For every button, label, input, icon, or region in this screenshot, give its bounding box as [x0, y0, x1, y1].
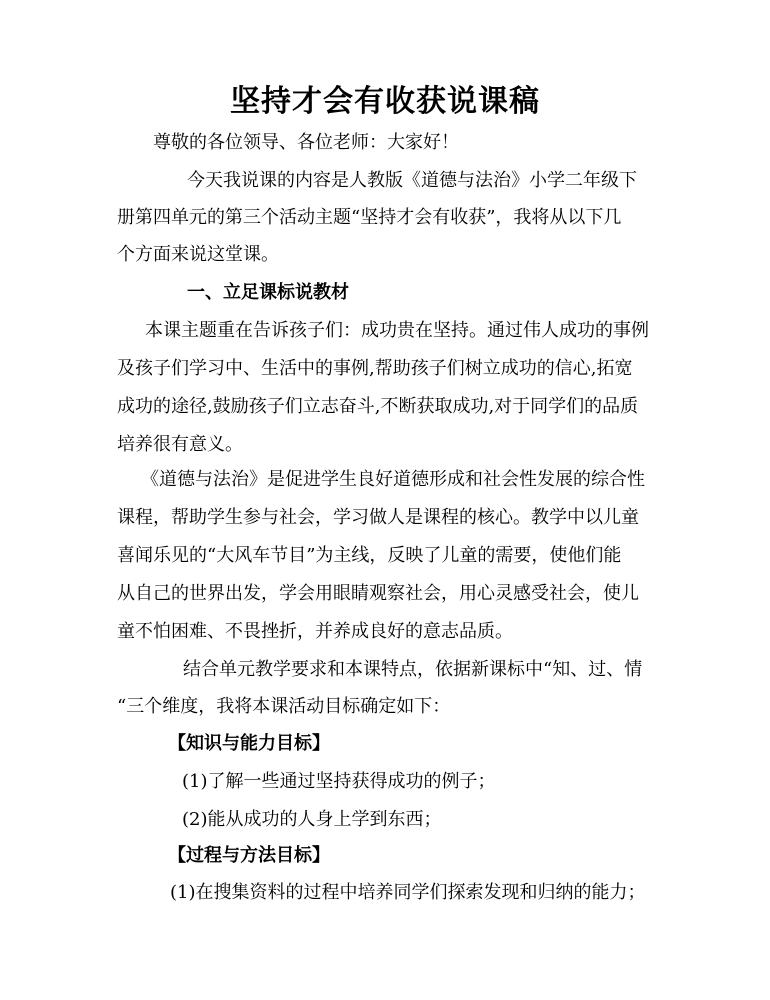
goal-item-2: (2)能从成功的人身上学到东西；	[182, 809, 442, 830]
para2-line-3: 喜闻乐见的“大风车节目”为主线，反映了儿童的需要，使他们能	[117, 545, 622, 566]
goal-item-3: (1)在搜集资料的过程中培养同学们探索发现和归纳的能力；	[170, 882, 646, 903]
para3-line-2: “三个维度，我将本课活动目标确定如下：	[117, 696, 451, 717]
para3-line-1: 结合单元教学要求和本课特点，依据新课标中“知、过、情	[183, 659, 643, 680]
intro-line-3: 个方面来说这堂课。	[117, 244, 279, 265]
section-heading-1: 一、立足课标说教材	[187, 282, 349, 303]
greeting-line: 尊敬的各位领导、各位老师：大家好！	[153, 132, 459, 153]
intro-line-1: 今天我说课的内容是人教版《道德与法治》小学二年级下	[187, 170, 637, 191]
para1-line-4: 培养很有意义。	[117, 434, 243, 455]
document-title: 坚持才会有收获说课稿	[230, 84, 540, 119]
para2-line-5: 童不怕困难、不畏挫折，并养成良好的意志品质。	[117, 621, 513, 642]
goal-item-1: (1)了解一些通过坚持获得成功的例子；	[182, 771, 496, 792]
para2-line-4: 从自己的世界出发，学会用眼睛观察社会，用心灵感受社会，使儿	[117, 583, 639, 604]
para2-line-2: 课程，帮助学生参与社会，学习做人是课程的核心。教学中以儿童	[117, 507, 639, 528]
para1-line-1: 本课主题重在告诉孩子们：成功贵在坚持。通过伟人成功的事例	[145, 320, 649, 341]
intro-line-2: 册第四单元的第三个活动主题“坚持才会有收获”，我将从以下几	[117, 207, 622, 228]
para1-line-3: 成功的途径,鼓励孩子们立志奋斗,不断获取成功,对于同学们的品质	[117, 396, 639, 417]
para2-line-1: 《道德与法治》是促进学生良好道德形成和社会性发展的综合性	[141, 469, 645, 490]
goal-heading-process: 【过程与方法目标】	[168, 845, 330, 866]
goal-heading-knowledge: 【知识与能力目标】	[168, 733, 330, 754]
para1-line-2: 及孩子们学习中、生活中的事例,帮助孩子们树立成功的信心,拓宽	[117, 358, 633, 379]
